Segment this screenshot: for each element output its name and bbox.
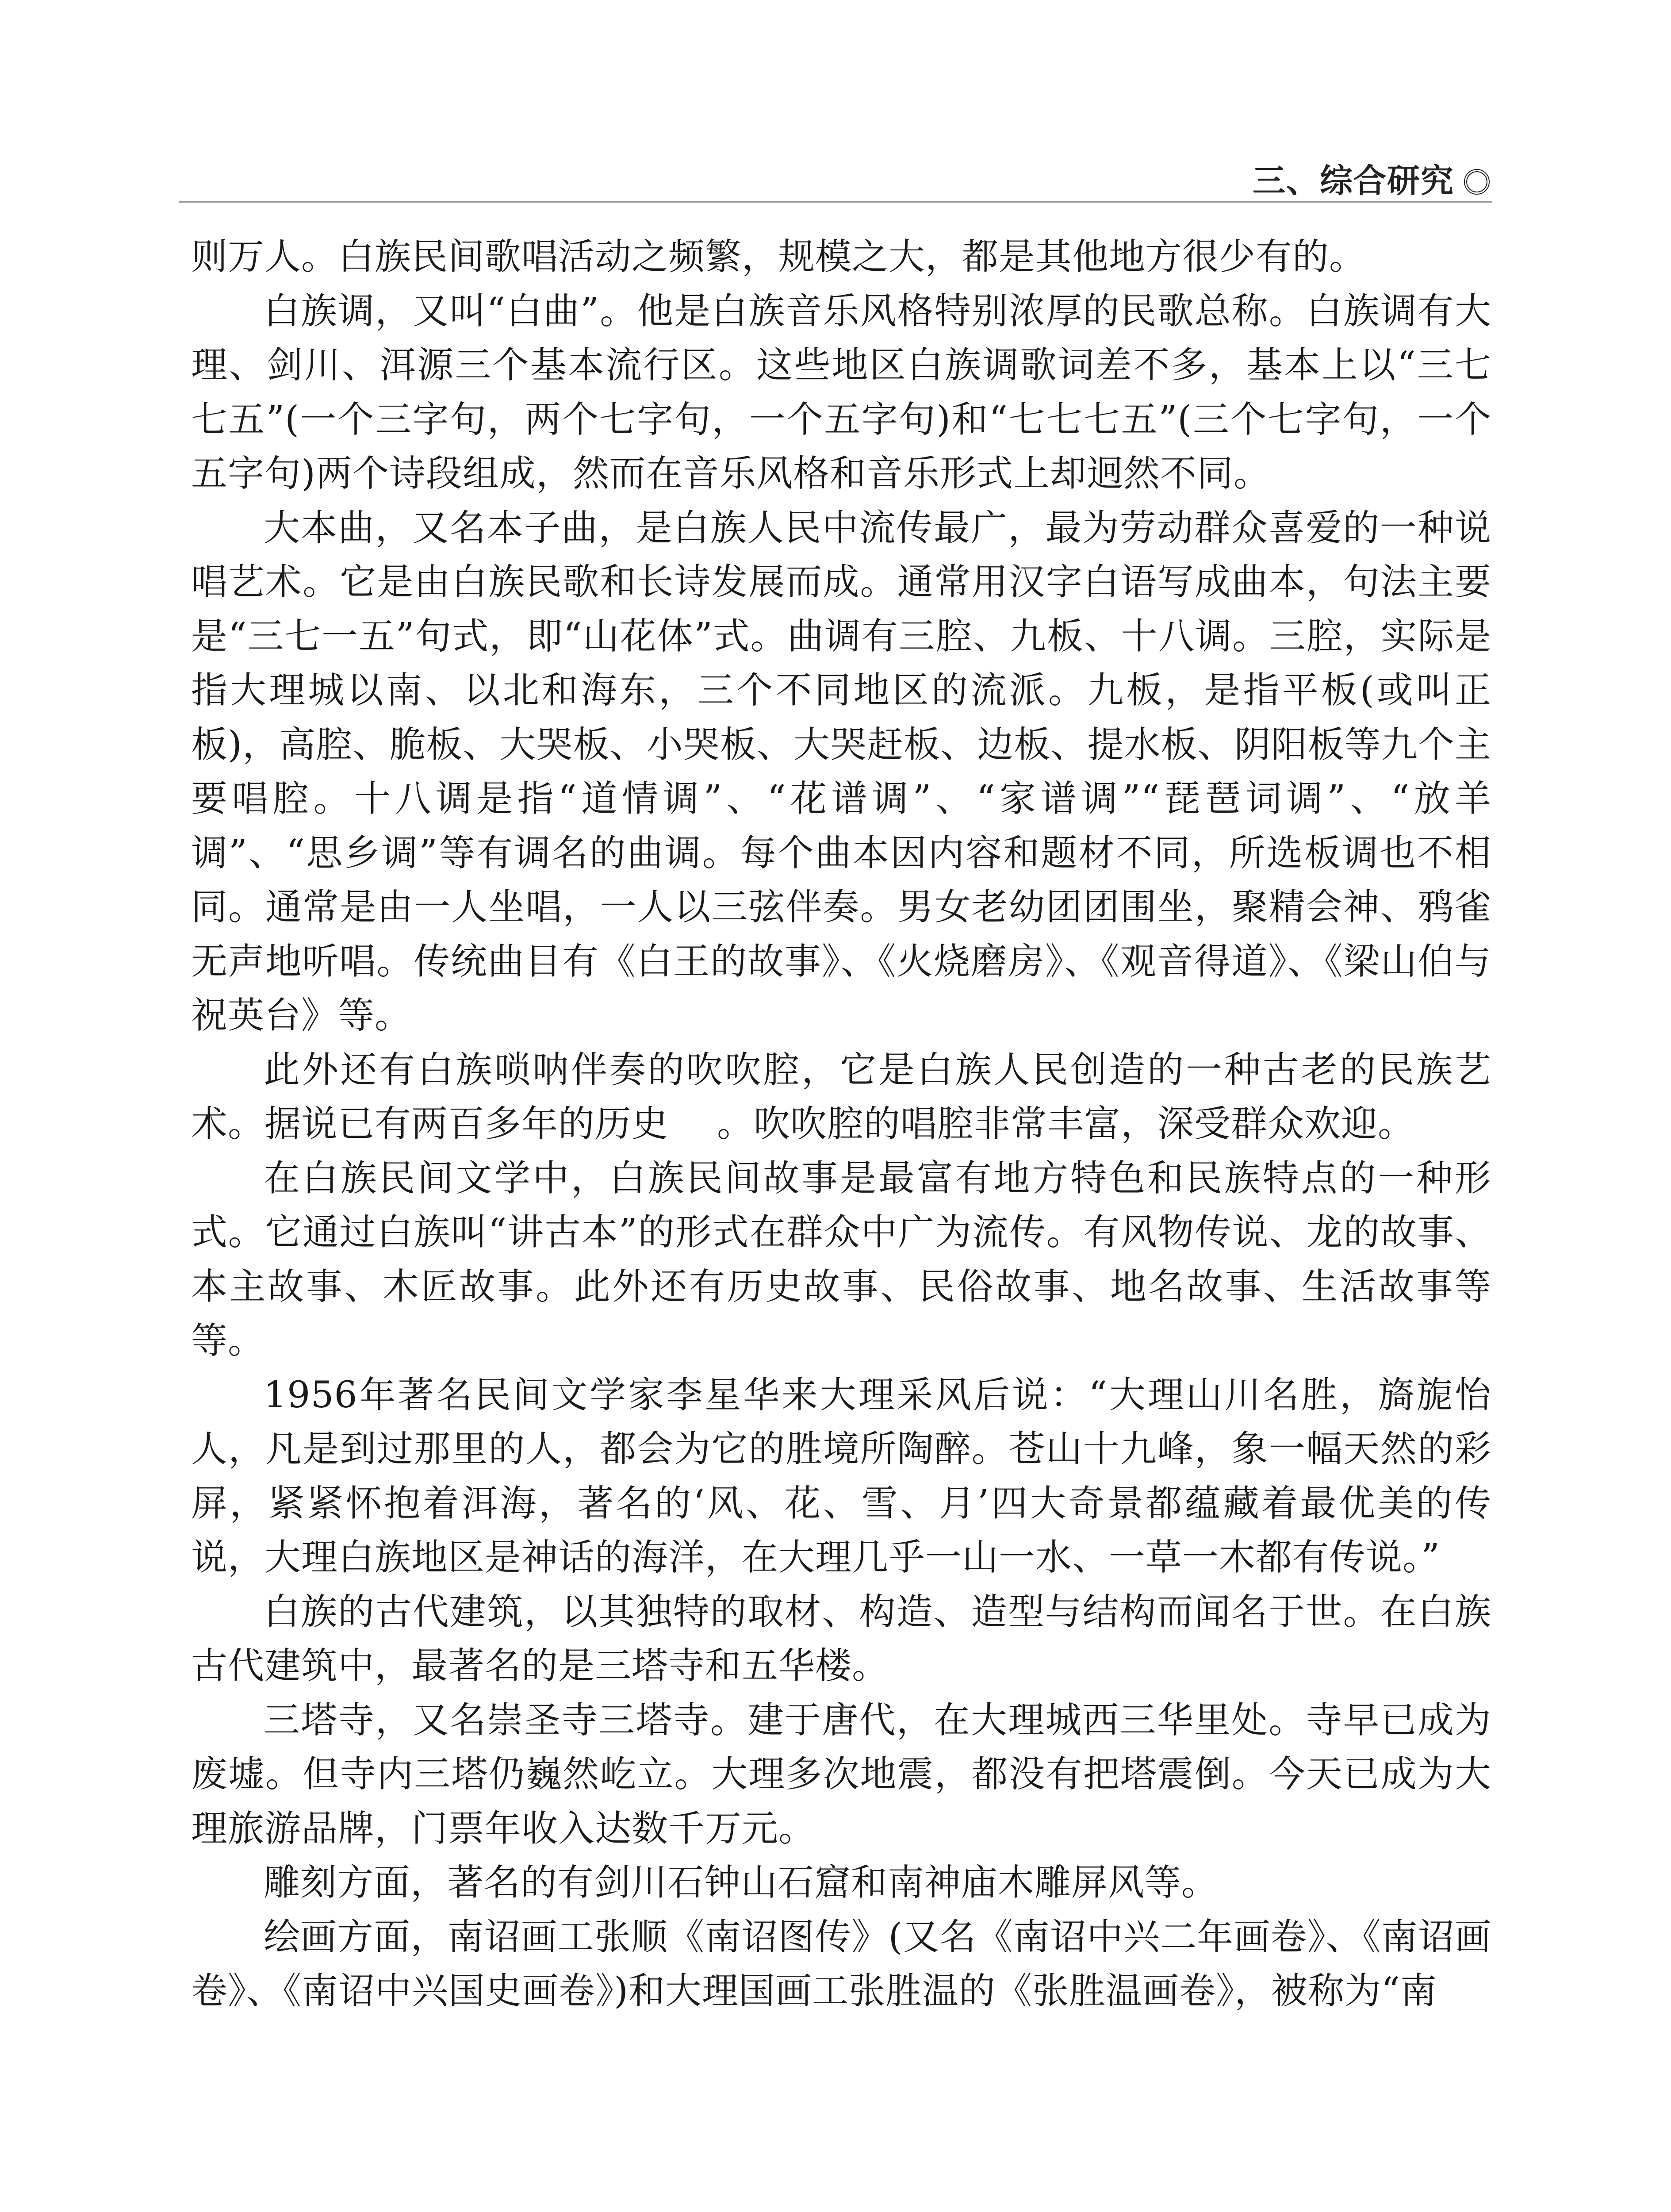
paragraph: 三塔寺，又名崇圣寺三塔寺。建于唐代，在大理城西三华里处。寺早已成为废墟。但寺内三塔仍巍然屹立。大理多次地震，都没有把塔震倒。今天已成为大理旅游品牌，门票年收入达数千万元。 [191,1699,1491,1850]
paragraph: 白族的古代建筑，以其独特的取材、构造、造型与结构而闻名于世。在白族古代建筑中，最著名的是三塔寺和五华楼。 [191,1590,1491,1687]
double-circle-icon [1464,169,1490,195]
paragraph: 在白族民间文学中，白族民间故事是最富有地方特色和民族特点的一种形式。它通过白族叫“讲古本”的形式在群众中广为流传。有风物传说、龙的故事、本主故事、木匠故事。此外还有历史故事、民俗故事、地名故事、生活故事等等。 [191,1157,1491,1362]
paragraph-segment: 。吹吹腔的唱腔非常丰富，深受群众欢迎。 [717,1103,1415,1145]
paragraph: 1956年著名民间文学家李星华来大理采风后说：“大理山川名胜，旖旎怡人，凡是到过那里的人，都会为它的胜境所陶醉。苍山十九峰，象一幅天然的彩屏，紧紧怀抱着洱海，著名的‘风、花、雪、月’四大奇景都蕴藏着最优美的传说，大理白族地区是神话的海洋，在大理几乎一山一水、一草一木都有传说。” [191,1374,1491,1578]
paragraph: 白族调，又叫“白曲”。他是白族音乐风格特别浓厚的民歌总称。白族调有大理、剑川、洱源三个基本流行区。这些地区白族调歌词差不多，基本上以“三七七五”(一个三字句，两个七字句，一个五字句)和“七七七五”(三个七字句，一个五字句)两个诗段组成，然而在音乐风格和音乐形式上却迥然不同。 [191,290,1491,495]
running-head [1253,155,1490,202]
paragraph [191,1043,1491,1152]
paragraph: 则万人。白族民间歌唱活动之频繁，规模之大，都是其他地方很少有的。 [191,236,1366,278]
paragraph-segment: 此外还有白族唢呐伴奏的吹吹腔，它是白族人民创造的一种古老的民族艺术。据说已有两百多年的历史 [191,1048,1491,1145]
running-head-title: 三、综合研究 [1253,162,1454,200]
paragraph: 雕刻方面，著名的有剑川石钟山石窟和南神庙木雕屏风等。 [264,1862,1219,1904]
paragraph: 大本曲，又名本子曲，是白族人民中流传最广，最为劳动群众喜爱的一种说唱艺术。它是由白族民歌和长诗发展而成。通常用汉字白语写成曲本，句法主要是“三七一五”句式，即“山花体”式。曲调有三腔、九板、十八调。三腔，实际是指大理城以南、以北和海东，三个不同地区的流派。九板，是指平板(或叫正板)，高腔、脆板、大哭板、小哭板、大哭赶板、边板、提水板、阴阳板等九个主要唱腔。十八调是指“道情调”、“花谱调”、“家谱调”“琵琶词调”、“放羊调”、“思乡调”等有调名的曲调。每个曲本因内容和题材不同，所选板调也不相同。通常是由一人坐唱，一人以三弦伴奏。男女老幼团团围坐，聚精会神、鸦雀无声地听唱。传统曲目有《白王的故事》、《火烧磨房》、《观音得道》、《梁山伯与祝英台》等。 [191,507,1491,1037]
body-text [191,230,1491,2019]
paragraph: 绘画方面，南诏画工张顺《南诏图传》(又名《南诏中兴二年画卷》、《南诏画卷》、《南诏中兴国史画卷》)和大理国画工张胜温的《张胜温画卷》，被称为“南 [191,1916,1491,2012]
header-rule [179,201,1492,203]
